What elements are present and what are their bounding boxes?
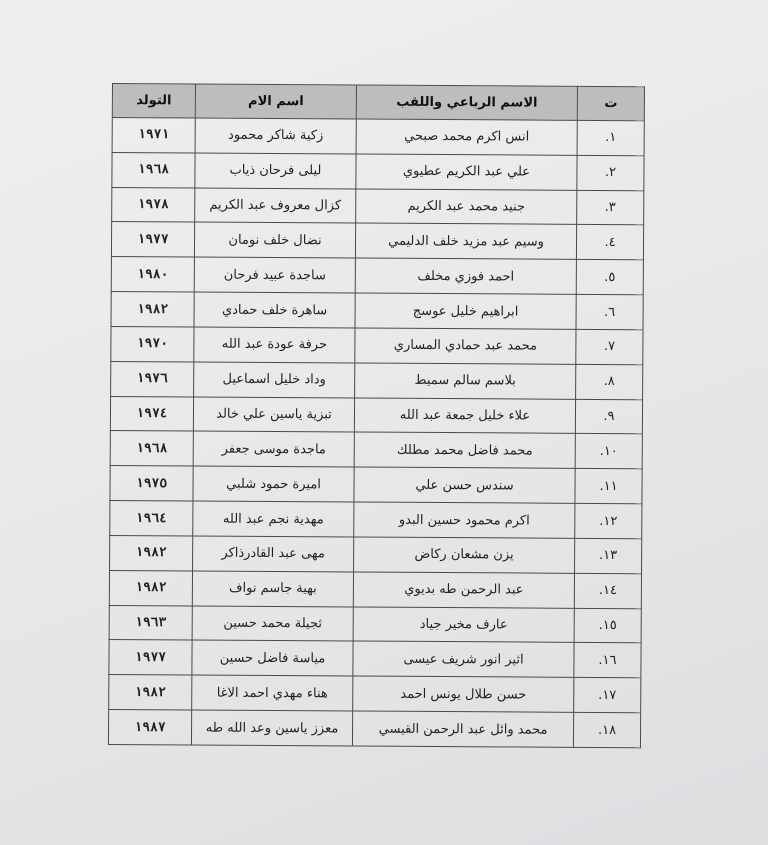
mother-name: اميرة حمود شلبي xyxy=(193,466,354,502)
full-name: عارف مخير جياد xyxy=(353,607,574,643)
mother-name: ساجدة عبيد فرحان xyxy=(194,257,355,293)
full-name: انس اكرم محمد صبحي xyxy=(356,119,577,155)
row-number: ٦. xyxy=(576,294,643,329)
full-name: محمد عبد حمادي المساري xyxy=(355,328,576,364)
birth-year: ١٩٧١ xyxy=(112,118,195,153)
mother-name: وداد خليل اسماعيل xyxy=(194,362,355,398)
mother-name: تبزية ياسين علي خالد xyxy=(193,397,354,433)
full-name: يزن مشعان ركاض xyxy=(354,537,575,573)
birth-year: ١٩٧٧ xyxy=(111,222,194,257)
row-number: ٥. xyxy=(576,260,643,295)
row-number: ١٤. xyxy=(574,573,641,608)
birth-year: ١٩٨٢ xyxy=(111,292,194,327)
birth-year: ١٩٦٤ xyxy=(110,501,193,536)
table-row xyxy=(111,222,643,260)
table-row xyxy=(111,257,643,295)
full-name: احمد فوزي مخلف xyxy=(355,258,576,294)
table-header-row xyxy=(112,84,644,121)
full-name: وسيم عبد مزيد خلف الدليمي xyxy=(355,223,576,259)
birth-year: ١٩٨٠ xyxy=(111,257,194,292)
birth-year: ١٩٧٨ xyxy=(112,187,195,222)
table-row xyxy=(111,292,643,330)
table-row xyxy=(110,501,642,539)
row-number: ٤. xyxy=(576,225,643,260)
birth-year: ١٩٧٦ xyxy=(111,361,194,396)
birth-year: ١٩٦٨ xyxy=(110,431,193,466)
row-number: ١. xyxy=(577,120,644,155)
row-number: ٢. xyxy=(577,155,644,190)
birth-year: ١٩٨٢ xyxy=(109,675,192,710)
header-birth: التولد xyxy=(112,84,195,119)
mother-name: ساهرة خلف حمادي xyxy=(194,292,355,328)
row-number: ١٧. xyxy=(574,678,641,713)
full-name: بلاسم سالم سميط xyxy=(355,363,576,399)
birth-year: ١٩٨٧ xyxy=(108,710,191,745)
table-row xyxy=(109,570,641,608)
header-num: ت xyxy=(577,86,644,120)
full-name: حسن طلال يونس احمد xyxy=(353,676,574,712)
birth-year: ١٩٧٠ xyxy=(111,326,194,361)
row-number: ١١. xyxy=(575,469,642,504)
table-row xyxy=(109,675,641,713)
row-number: ١٨. xyxy=(573,712,640,747)
row-number: ١٥. xyxy=(574,608,641,643)
row-number: ٩. xyxy=(575,399,642,434)
mother-name: ليلى فرحان ذياب xyxy=(195,153,356,189)
mother-name: بهية جاسم نواف xyxy=(192,571,353,607)
table-row xyxy=(110,431,642,469)
mother-name: ثجيلة محمد حسين xyxy=(192,606,353,642)
mother-name: ماجدة موسى جعفر xyxy=(193,431,354,467)
names-table xyxy=(108,83,645,748)
row-number: ١٢. xyxy=(575,503,642,538)
mother-name: زكية شاكر محمود xyxy=(195,118,356,154)
table-row xyxy=(110,535,642,573)
birth-year: ١٩٧٤ xyxy=(110,396,193,431)
row-number: ١٣. xyxy=(575,538,642,573)
full-name: علي عبد الكريم عطيوي xyxy=(356,154,577,190)
header-mother: اسم الام xyxy=(195,84,356,119)
birth-year: ١٩٨٢ xyxy=(109,570,192,605)
mother-name: كزال معروف عبد الكريم xyxy=(195,188,356,224)
table-row xyxy=(108,710,640,748)
full-name: عبد الرحمن طه بديوي xyxy=(353,572,574,608)
mother-name: مهدية نجم عبد الله xyxy=(193,501,354,537)
table-row xyxy=(109,605,641,643)
mother-name: حرفة عودة عبد الله xyxy=(194,327,355,363)
row-number: ٧. xyxy=(576,329,643,364)
table-row xyxy=(109,640,641,678)
full-name: محمد فاضل محمد مطلك xyxy=(354,432,575,468)
full-name: علاء خليل جمعة عبد الله xyxy=(354,398,575,434)
birth-year: ١٩٧٥ xyxy=(110,466,193,501)
full-name: جنيد محمد عبد الكريم xyxy=(356,189,577,225)
birth-year: ١٩٧٧ xyxy=(109,640,192,675)
mother-name: معزز ياسين وعد الله طه xyxy=(191,710,352,746)
mother-name: هناء مهدي احمد الاغا xyxy=(192,675,353,711)
full-name: محمد وائل عبد الرحمن القيسي xyxy=(352,711,573,747)
row-number: ١٠. xyxy=(575,434,642,469)
header-name: الاسم الرباعي واللقب xyxy=(356,85,577,120)
row-number: ٣. xyxy=(577,190,644,225)
table-body xyxy=(108,118,644,748)
table-row xyxy=(112,118,644,156)
full-name: اثير انور شريف عيسى xyxy=(353,641,574,677)
full-name: ابراهيم خليل عوسج xyxy=(355,293,576,329)
mother-name: مياسة فاضل حسين xyxy=(192,640,353,676)
mother-name: نضال خلف نومان xyxy=(194,222,355,258)
table-row xyxy=(111,326,643,364)
table-row xyxy=(111,361,643,399)
full-name: اكرم محمود حسين البدو xyxy=(354,502,575,538)
birth-year: ١٩٨٢ xyxy=(110,535,193,570)
table-row xyxy=(112,152,644,190)
row-number: ١٦. xyxy=(574,643,641,678)
birth-year: ١٩٦٣ xyxy=(109,605,192,640)
mother-name: مهى عبد القادرذاكر xyxy=(193,536,354,572)
birth-year: ١٩٦٨ xyxy=(112,152,195,187)
full-name: سندس حسن علي xyxy=(354,467,575,503)
table-row xyxy=(110,396,642,434)
table-row xyxy=(110,466,642,504)
row-number: ٨. xyxy=(576,364,643,399)
table-row xyxy=(112,187,644,225)
